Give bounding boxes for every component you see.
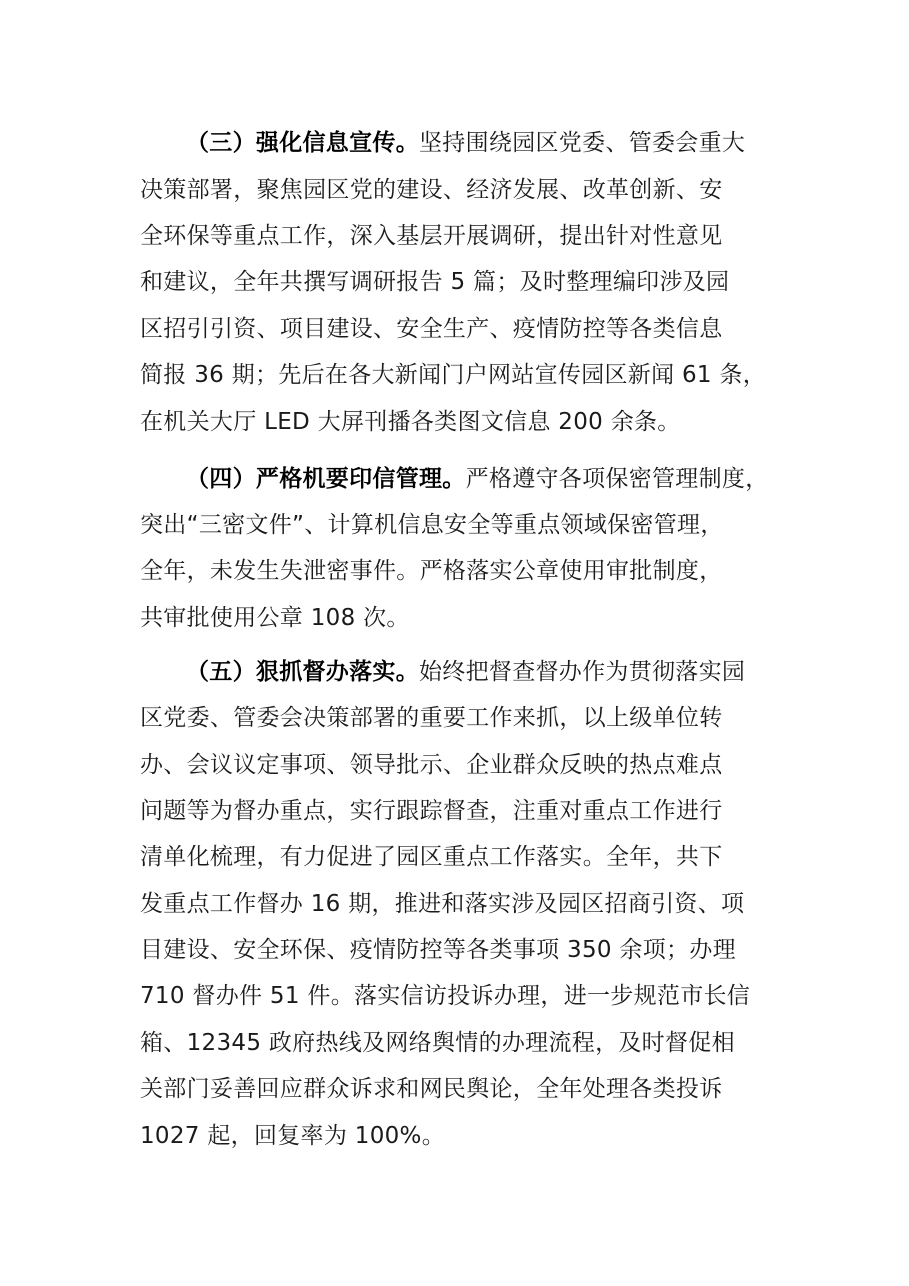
section-3-line-1 <box>186 123 745 163</box>
section-4-text: 严格遵守各项保密管理制度， <box>465 466 769 492</box>
section-5-line-1 <box>186 652 745 692</box>
section-5-line-5: 清单化梳理，有力促进了园区重点工作落实。全年，共下 <box>140 844 723 870</box>
section-3-line-5: 区招引引资、项目建设、安全生产、疫情防控等各类信息 <box>140 316 723 342</box>
section-3-line-7: 在机关大厅 LED 大屏刊播各类图文信息 200 余条。 <box>140 409 681 435</box>
section-4-heading: （四）严格机要印信管理。 <box>186 466 466 492</box>
section-3-text: 坚持围绕园区党委、管委会重大 <box>419 130 746 156</box>
section-5-line-10: 关部门妥善回应群众诉求和网民舆论，全年处理各类投诉 <box>140 1076 723 1102</box>
section-4-line-2: 突出“三密文件”、计算机信息安全等重点领域保密管理， <box>140 512 724 538</box>
section-5-text: 始终把督查督办作为贯彻落实园 <box>419 659 746 685</box>
section-3-line-4: 和建议，全年共撰写调研报告 5 篇；及时整理编印涉及园 <box>140 269 730 295</box>
section-3-line-2: 决策部署，聚焦园区党的建设、经济发展、改革创新、安 <box>140 177 723 203</box>
section-5-line-8: 710 督办件 51 件。落实信访投诉办理，进一步规范市长信 <box>140 983 751 1009</box>
section-5-line-6: 发重点工作督办 16 期，推进和落实涉及园区招商引资、项 <box>140 891 745 917</box>
section-5-line-2: 区党委、管委会决策部署的重要工作来抓，以上级单位转 <box>140 705 723 731</box>
section-5-line-3: 办、会议议定事项、领导批示、企业群众反映的热点难点 <box>140 752 723 778</box>
section-5-heading: （五）狠抓督办落实。 <box>186 659 419 685</box>
section-5-line-7: 目建设、安全环保、疫情防控等各类事项 350 余项；办理 <box>140 937 736 963</box>
section-4-line-1 <box>186 459 769 499</box>
section-4-line-3: 全年，未发生失泄密事件。严格落实公章使用审批制度， <box>140 558 723 584</box>
section-5-line-11: 1027 起，回复率为 100%。 <box>140 1123 446 1149</box>
section-5-line-4: 问题等为督办重点，实行跟踪督查，注重对重点工作进行 <box>140 798 723 824</box>
section-3-line-6: 简报 36 期；先后在各大新闻门户网站宣传园区新闻 61 条， <box>140 362 767 388</box>
section-5-line-9: 箱、12345 政府热线及网络舆情的办理流程，及时督促相 <box>140 1030 735 1056</box>
section-3-heading: （三）强化信息宣传。 <box>186 130 419 156</box>
section-3-line-3: 全环保等重点工作，深入基层开展调研，提出针对性意见 <box>140 223 723 249</box>
section-4-line-4: 共审批使用公章 108 次。 <box>140 605 410 631</box>
